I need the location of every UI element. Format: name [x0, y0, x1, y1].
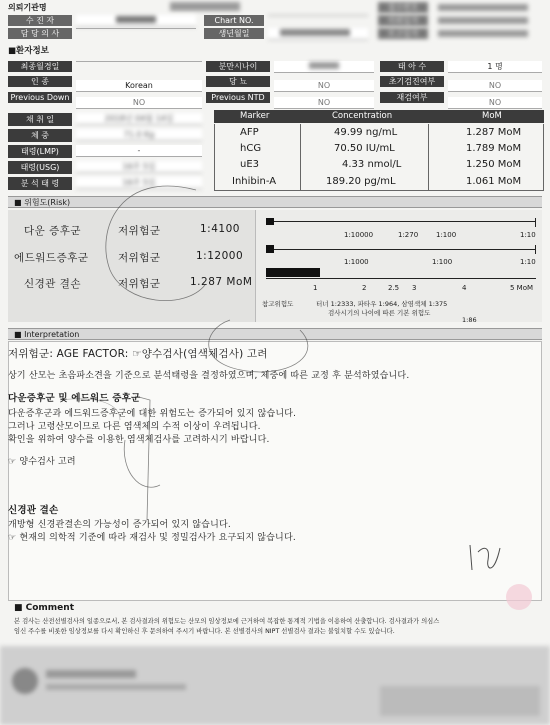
logo-icon [12, 668, 38, 694]
receipt-label: 접수번호 [378, 2, 428, 13]
tick-label: 2 [362, 284, 367, 292]
tick-label: 1:10 [520, 258, 536, 266]
footer-text-redacted [46, 684, 186, 690]
risk-level-ntd: 저위험군 [118, 278, 161, 290]
age-label: 분만시나이 [206, 61, 270, 72]
footer [0, 646, 550, 725]
marker-concentration: 49.99 ng/mL [334, 127, 398, 138]
patient-info-title: ■환자정보 [8, 46, 49, 56]
tick-label: 1:100 [436, 231, 457, 239]
first-exam-value: NO [448, 80, 542, 92]
collect-date-label: 채 취 일 [8, 113, 72, 126]
marker-mom: 1.287 MoM [466, 127, 522, 138]
ntd-line: ☞ 현재의 의학적 기준에 따라 재검사 및 정밀검사가 요구되지 않습니다. [8, 533, 296, 543]
report-date-label: 보고일자 [378, 28, 428, 39]
marker-concentration: 4.33 nmol/L [342, 159, 402, 170]
comment-title: ■ Comment [14, 603, 74, 613]
marker-name: Inhibin-A [232, 176, 277, 187]
risk-value-down: 1:4100 [200, 223, 240, 235]
ga-usg-label: 태령(USG) [8, 161, 72, 174]
interpretation-intro: 상기 산모는 초음파소견을 기준으로 분석태령을 결정하였으며, 체중에 따른 교정 후 분석하였습니다. [8, 371, 410, 381]
marker-mom: 1.250 MoM [466, 159, 522, 170]
ga-analysis-value: 16주 5일 [76, 177, 202, 189]
marker-mom: 1.789 MoM [466, 143, 522, 154]
footer-signature-block [380, 686, 540, 716]
reference-risk-text2: 검사시기의 나이에 따른 기본 위험도 [328, 309, 431, 317]
retest-value: NO [448, 97, 542, 109]
marker-mom: 1.061 MoM [466, 176, 522, 187]
ga-lmp-value: - [76, 145, 202, 157]
diabetes-label: 당 뇨 [206, 76, 270, 87]
tick-label: 1:1000 [344, 258, 369, 266]
fetus-count-label: 태 아 수 [380, 61, 444, 72]
marker-name: hCG [240, 143, 262, 154]
risk-name-ntd: 신경관 결손 [24, 278, 82, 290]
race-label: 인 종 [8, 76, 72, 87]
hospital-label: 의뢰기관명 [8, 3, 47, 12]
weight-label: 체 중 [8, 129, 72, 142]
ga-usg-value: 16주 5일 [76, 161, 202, 173]
mom-col-header: MoM [482, 111, 502, 121]
doctor-label: 담 당 의 사 [8, 28, 72, 39]
risk-section-title: ■ 위험도(Risk) [8, 196, 542, 208]
risk-value-edwards: 1:12000 [196, 250, 244, 262]
risk-level-down: 저위험군 [118, 225, 161, 237]
tick-label: 2.5 [388, 284, 400, 292]
down-edwards-line: 그러나 고령산모이므로 다른 염색체의 수적 이상이 우려됩니다. [8, 422, 261, 432]
ntd-line: 개방형 신경관결손의 가능성이 증가되어 있지 않습니다. [8, 520, 231, 530]
reference-risk-label: 참고위험도 [262, 300, 294, 308]
tick-label: 5 MoM [510, 284, 534, 292]
reference-risk-tail: 1:86 [462, 316, 477, 324]
ga-lmp-label: 태령(LMP) [8, 145, 72, 158]
prev-ntd-value: NO [274, 97, 374, 109]
down-edwards-line: 확인을 위하여 양수를 이용한 염색체검사를 고려하시기 바랍니다. [8, 435, 270, 445]
prev-ntd-label: Previous NTD [206, 92, 270, 103]
risk-name-edwards: 에드워드증후군 [14, 252, 89, 264]
stamp-icon [506, 584, 532, 610]
down-edwards-title: 다운증후군 및 에드워드 증후군 [8, 393, 141, 404]
retest-label: 재검여부 [380, 92, 444, 103]
tick-label: 1:270 [398, 231, 419, 239]
request-date-label: 의뢰일자 [378, 15, 428, 26]
marker-concentration: 189.20 pg/mL [326, 176, 396, 187]
diabetes-value: NO [274, 80, 374, 92]
tick-label: 1:10000 [344, 231, 374, 239]
ga-analysis-label: 분 석 태 령 [8, 177, 72, 190]
race-value: Korean [76, 80, 202, 92]
down-edwards-line: 다운증후군과 에드워드증후군에 대한 위험도는 증가되어 있지 않습니다. [8, 409, 297, 419]
ntd-title: 신경관 결손 [8, 505, 59, 516]
footer-text-redacted [46, 670, 136, 678]
prev-down-value: NO [76, 97, 202, 109]
tick-label: 1:100 [432, 258, 453, 266]
chart-no-label: Chart NO. [204, 15, 264, 26]
comment-line: 임신 주수를 비롯한 임상정보를 다시 확인하신 후 문의하여 주시기 바랍니다. 본 선별검사의 NIPT 선별검사 결과는 불일치할 수도 있습니다. [14, 628, 395, 635]
risk-value-ntd: 1.287 MoM [190, 276, 253, 288]
tick-label: 3 [412, 284, 417, 292]
tick-label: 1:10 [520, 231, 536, 239]
comment-line: 본 검사는 산전선별검사의 일종으로서, 본 검사결과의 위험도는 산모의 임상정보에 근거하여 복잡한 통계적 기법을 이용하여 산출합니다. 검사결과가 의심스 [14, 618, 440, 625]
interpretation-headline: 저위험군: AGE FACTOR: ☞양수검사(염색체검사) 고려 [8, 348, 268, 360]
tick-label: 1 [313, 284, 318, 292]
fetus-count-value: 1 명 [448, 61, 542, 73]
marker-name: AFP [240, 127, 259, 138]
lmp-label: 최종월경일 [8, 61, 72, 72]
birth-label: 생년월일 [204, 28, 264, 39]
reference-risk-text: 터너 1:2333, 파타우 1:964, 삼염색체 1:375 [316, 300, 448, 308]
marker-concentration: 70.50 IU/mL [334, 143, 395, 154]
prev-down-label: Previous Down [8, 92, 72, 103]
first-exam-label: 초기검진여부 [380, 76, 444, 87]
weight-value: 71.0 Kg [76, 129, 202, 141]
marker-col-header: Marker [240, 111, 270, 121]
risk-name-down: 다운 증후군 [24, 225, 82, 237]
concentration-col-header: Concentration [332, 111, 393, 121]
patient-name-label: 수 진 자 [8, 15, 72, 26]
risk-level-edwards: 저위험군 [118, 252, 161, 264]
interpretation-section-title: ■ Interpretation [8, 328, 542, 340]
collect-date-value: 2018년 04월 14일 [76, 113, 202, 125]
amnio-note: ☞ 양수검사 고려 [8, 457, 76, 467]
marker-name: uE3 [240, 159, 260, 170]
tick-label: 4 [462, 284, 467, 292]
